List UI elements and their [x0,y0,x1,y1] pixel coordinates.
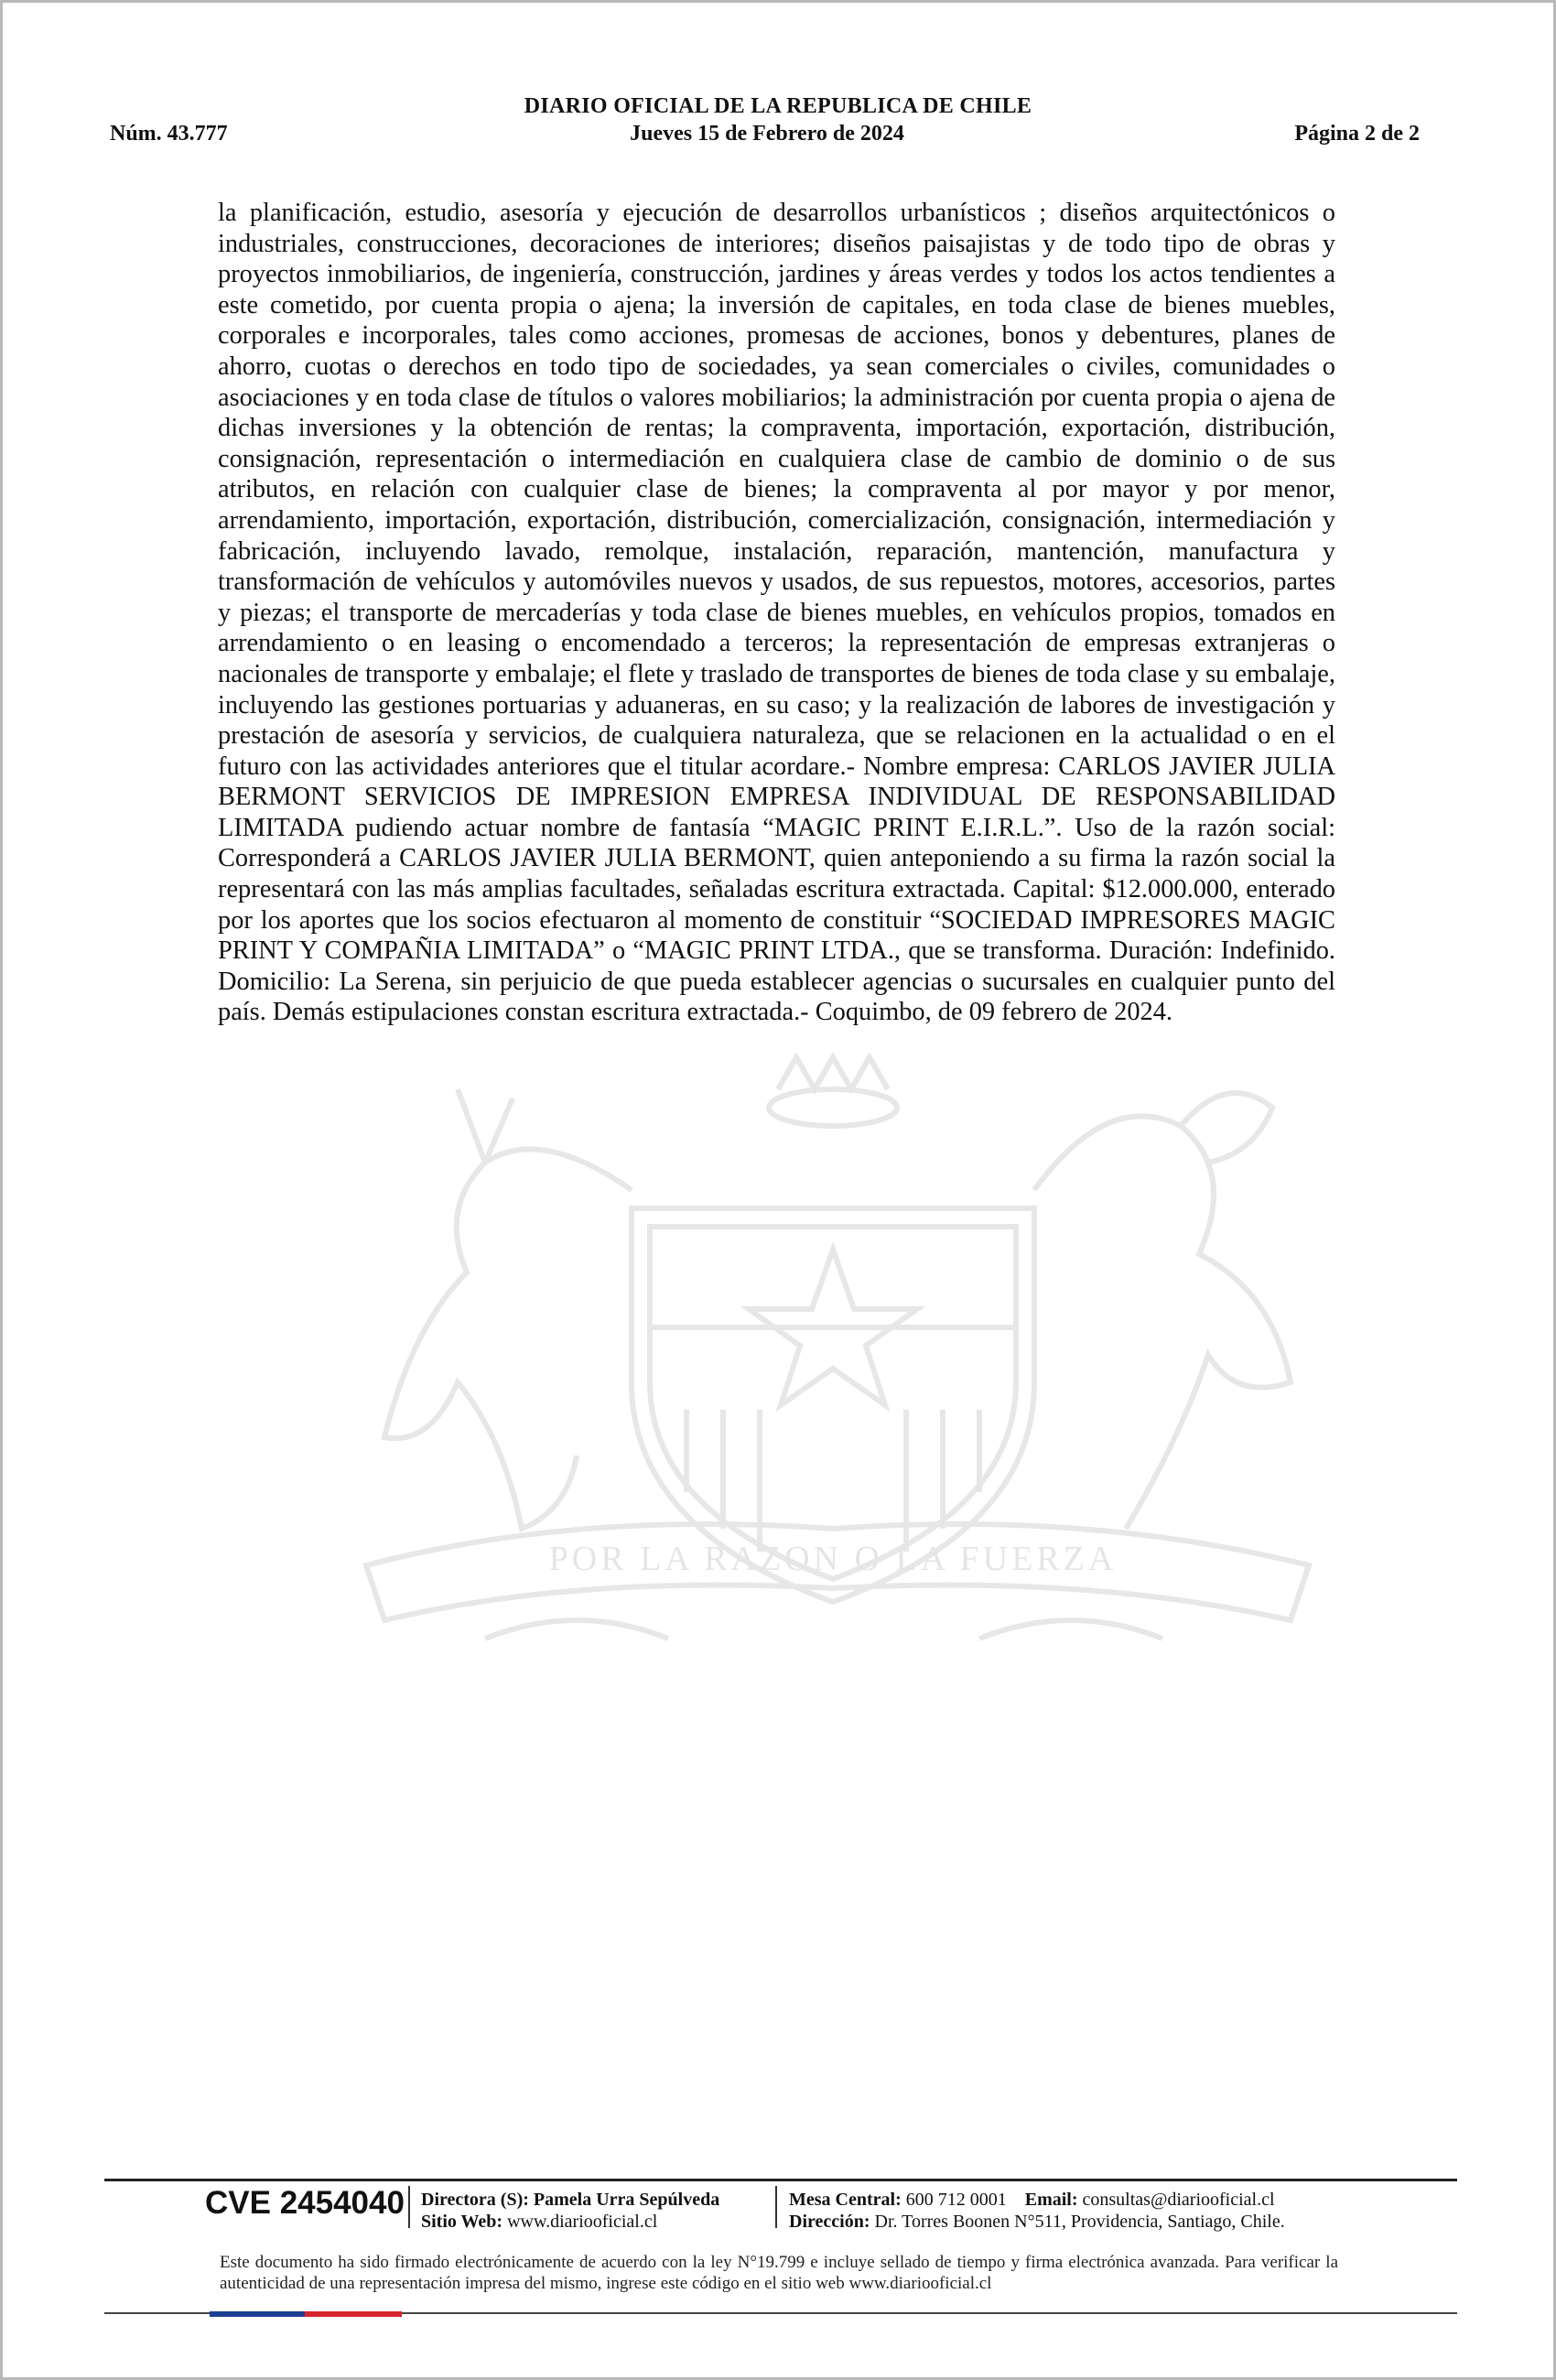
mesa-phone: 600 712 0001 [905,2190,1007,2210]
address-label: Dirección: [789,2212,870,2232]
mesa-label: Mesa Central: [789,2190,902,2210]
address-value: Dr. Torres Boonen N°511, Providencia, Santiago, Chile. [874,2212,1285,2232]
body-text: la planificación, estudio, asesoría y ejecución de desarrollos urbanísticos ; diseños arquitectónicos o industriales, construcciones, decoraciones de interiores; diseños paisajistas y de todo tipo de obras y proyectos inmobiliarios, de ingeniería, construcción, jardines y áreas verdes y todos los actos tendientes a este cometido, por cuenta propia o ajena; la inversión de capitales, en toda clase de bienes muebles, corporales e incorporales, tales como acciones, promesas de acciones, bonos y debentures, planes de ahorro, cuotas o derechos en todo tipo de sociedades, ya sean comerciales o civiles, comunidades o asociaciones y en toda clase de títulos o valores mobiliarios; la administración por cuenta propia o ajena de dichas inversiones y la obtención de rentas; la compraventa, importación, exportación, distribución, consignación, representación o intermediación en cualquiera clase de cambio de dominio o de sus atributos, en relación con cualquier clase de bienes; la compraventa al por mayor y por menor, arrendamiento, importación, exportación, distribución, comercialización, consignación, intermediación y fabricación, incluyendo lavado, remolque, instalación, reparación, mantención, manufactura y transformación de vehículos y automóviles nuevos y usados, de sus repuestos, motores, accesorios, partes y piezas; el transporte de mercaderías y toda clase de bienes muebles, en vehículos propios, tomados en arrendamiento o en leasing o encomendado a terceros; la representación de empresas extranjeras o nacionales de transporte y embalaje; el flete y traslado de transportes de bienes de toda clase y su embalaje, incluyendo las gestiones portuarias y aduaneras, en su caso; y la realización de labores de investigación y prestación de asesoría y servicios, de cualquiera naturaleza, que se relacionen en la actualidad o en el futuro con las actividades anteriores que el titular acordare.- Nombre empresa: CARLOS JAVIER JULIA BERMONT SERVICIOS DE IMPRESION EMPRESA INDIVIDUAL DE RESPONSABILIDAD LIMITADA pudiendo actuar nombre de fantasía “MAGIC PRINT E.I.R.L.”. Uso de la razón social: Corresponderá a CARLOS JAVIER JULIA BERMONT, quien anteponiendo a su firma la razón social la representará con las más amplias facultades, señaladas escritura extractada. Capital: $12.000.000, enterado por los aportes que los socios efectuaron al momento de constituir “SOCIEDAD IMPRESORES MAGIC PRINT Y COMPAÑIA LIMITADA” o “MAGIC PRINT LTDA., que se transforma. Duración: Indefinido. Domicilio: La Serena, sin perjuicio de que pueda establecer agencias o sucursales en cualquier punto del país. Demás estipulaciones constan escritura extractada.- Coquimbo, de 09 febrero de 2024. [218,199,1335,1027]
director-label: Directora (S): [421,2190,529,2210]
issue-number: Núm. 43.777 [110,122,228,146]
site-label: Sitio Web: [421,2212,503,2232]
email-label: Email: [1024,2190,1078,2210]
issue-date: Jueves 15 de Febrero de 2024 [630,122,904,146]
coat-of-arms-watermark [302,1053,1345,1675]
page-indicator: Página 2 de 2 [1294,122,1420,146]
footer-top-rule [104,2179,1457,2181]
flag-stripe-red [305,2311,402,2317]
site-link[interactable]: www.diariooficial.cl [507,2212,658,2232]
footer-separator [408,2186,410,2228]
footer-separator [775,2186,777,2228]
newspaper-title: DIARIO OFICIAL DE LA REPUBLICA DE CHILE [524,94,1032,118]
cve-code: CVE 2454040 [205,2185,405,2221]
watermark-motto: POR LA RAZON O LA FUERZA [548,1540,1118,1578]
footer-contact-block [789,2189,1285,2233]
director-name: Pamela Urra Sepúlveda [533,2190,720,2210]
footer-director-block [421,2189,719,2233]
legal-notice: Este documento ha sido firmado electrónicamente de acuerdo con la ley N°19.799 e incluye sellado de tiempo y firma electrónica avanzada. Para verificar la autenticidad de una representación impresa del mismo, ingrese este código en el sitio web www.diariooficial.cl [220,2253,1338,2293]
flag-stripe-blue [210,2311,305,2317]
email-link[interactable]: consultas@diariooficial.cl [1082,2190,1275,2210]
